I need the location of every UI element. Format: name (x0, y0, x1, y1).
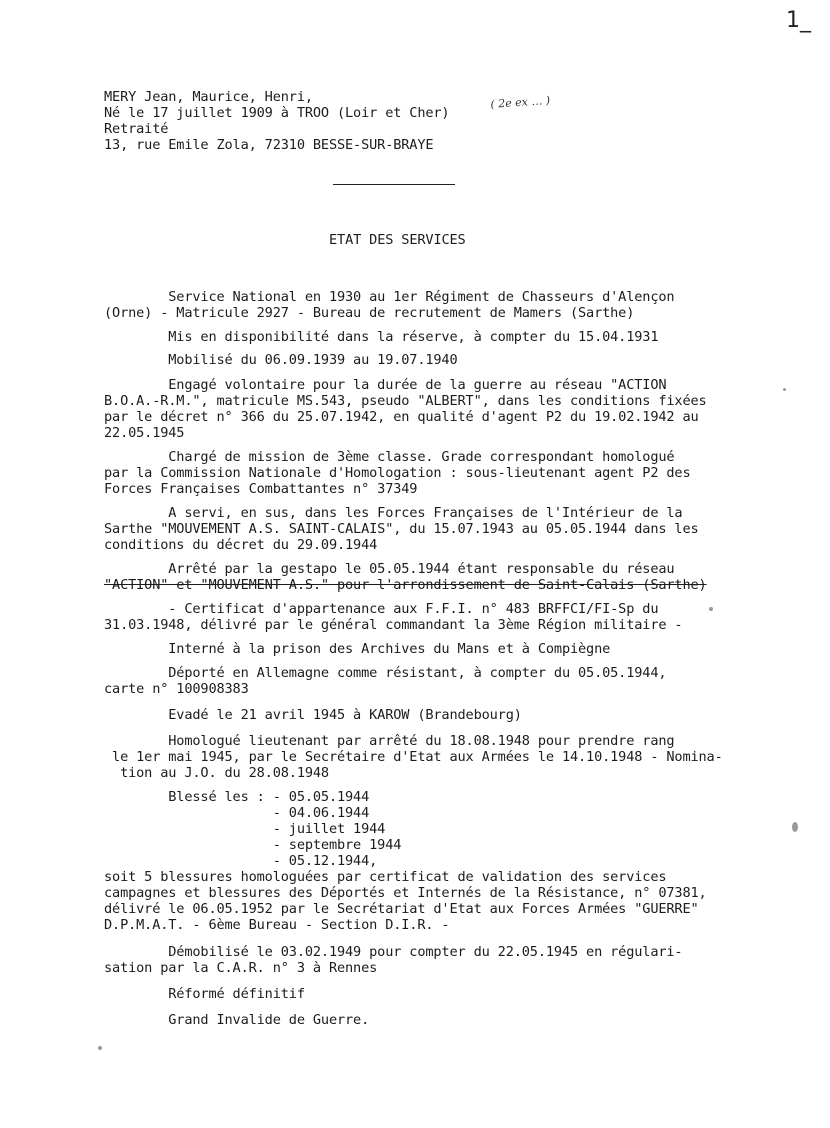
body-line: par la Commission Nationale d'Homologation : sous-lieutenant agent P2 des (104, 465, 691, 481)
handwritten-note: ( 2e ex … ) (490, 93, 551, 111)
body-line: - 04.06.1944 (104, 805, 370, 821)
body-line: Evadé le 21 avril 1945 à KAROW (Brandebourg) (104, 707, 522, 723)
body-line: Arrêté par la gestapo le 05.05.1944 étant responsable du réseau (104, 561, 675, 577)
body-line: 31.03.1948, délivré par le général commandant la 3ème Région militaire - (104, 617, 683, 633)
body-line: conditions du décret du 29.09.1944 (104, 537, 378, 553)
body-line: Engagé volontaire pour la durée de la guerre au réseau "ACTION (104, 377, 667, 393)
body-line: Blessé les : - 05.05.1944 (104, 789, 370, 805)
body-line: - 05.12.1944, (104, 853, 378, 869)
body-line: le 1er mai 1945, par le Secrétaire d'Etat aux Armées le 14.10.1948 - Nomina- (104, 749, 723, 765)
body-line-struck: "ACTION" et "MOUVEMENT A.S." pour l'arrondissement de Saint-Calais (Sarthe) (104, 577, 707, 593)
body-line: Déporté en Allemagne comme résistant, à compter du 05.05.1944, (104, 665, 667, 681)
body-line: D.P.M.A.T. - 6ème Bureau - Section D.I.R. - (104, 917, 450, 933)
body-line: A servi, en sus, dans les Forces Françaises de l'Intérieur de la (104, 505, 683, 521)
body-line: - Certificat d'appartenance aux F.F.I. n° 483 BRFFCI/FI-Sp du (104, 601, 659, 617)
body-line: (Orne) - Matricule 2927 - Bureau de recrutement de Mamers (Sarthe) (104, 305, 635, 321)
body-line: Sarthe "MOUVEMENT A.S. SAINT-CALAIS", du 15.07.1943 au 05.05.1944 dans les (104, 521, 699, 537)
scan-speck (783, 388, 786, 391)
body-line: délivré le 06.05.1952 par le Secrétariat d'Etat aux Forces Armées "GUERRE" (104, 901, 699, 917)
body-line: Forces Françaises Combattantes n° 37349 (104, 481, 418, 497)
scan-speck (709, 607, 713, 611)
corner-mark: 1_ (786, 8, 811, 33)
header-birth: Né le 17 juillet 1909 à TROO (Loir et Cher) (104, 105, 450, 121)
body-line: soit 5 blessures homologuées par certificat de validation des services (104, 869, 667, 885)
body-line: Chargé de mission de 3ème classe. Grade correspondant homologué (104, 449, 675, 465)
body-line: - septembre 1944 (104, 837, 402, 853)
body-line: tion au J.O. du 28.08.1948 (104, 765, 329, 781)
body-line: - juillet 1944 (104, 821, 386, 837)
separator-rule (333, 184, 455, 185)
header-address: 13, rue Emile Zola, 72310 BESSE-SUR-BRAYE (104, 137, 434, 153)
body-line: carte n° 100908383 (104, 681, 249, 697)
scan-speck (792, 822, 798, 832)
header-name: MERY Jean, Maurice, Henri, (104, 89, 313, 105)
body-line: Mis en disponibilité dans la réserve, à compter du 15.04.1931 (104, 329, 659, 345)
body-line: campagnes et blessures des Déportés et Internés de la Résistance, n° 07381, (104, 885, 707, 901)
body-line: B.O.A.-R.M.", matricule MS.543, pseudo "ALBERT", dans les conditions fixées (104, 393, 707, 409)
header-status: Retraité (104, 121, 169, 137)
document-title: ETAT DES SERVICES (329, 232, 466, 248)
body-line: 22.05.1945 (104, 425, 185, 441)
body-line: Service National en 1930 au 1er Régiment de Chasseurs d'Alençon (104, 289, 675, 305)
body-line: sation par la C.A.R. n° 3 à Rennes (104, 960, 378, 976)
body-line: Grand Invalide de Guerre. (104, 1012, 370, 1028)
body-line: Interné à la prison des Archives du Mans et à Compiègne (104, 641, 611, 657)
body-line: Démobilisé le 03.02.1949 pour compter du 22.05.1945 en régulari- (104, 944, 683, 960)
body-line: Homologué lieutenant par arrêté du 18.08.1948 pour prendre rang (104, 733, 675, 749)
body-line: par le décret n° 366 du 25.07.1942, en qualité d'agent P2 du 19.02.1942 au (104, 409, 699, 425)
scan-speck (98, 1046, 102, 1050)
body-line: Mobilisé du 06.09.1939 au 19.07.1940 (104, 352, 458, 368)
body-line: Réformé définitif (104, 986, 305, 1002)
